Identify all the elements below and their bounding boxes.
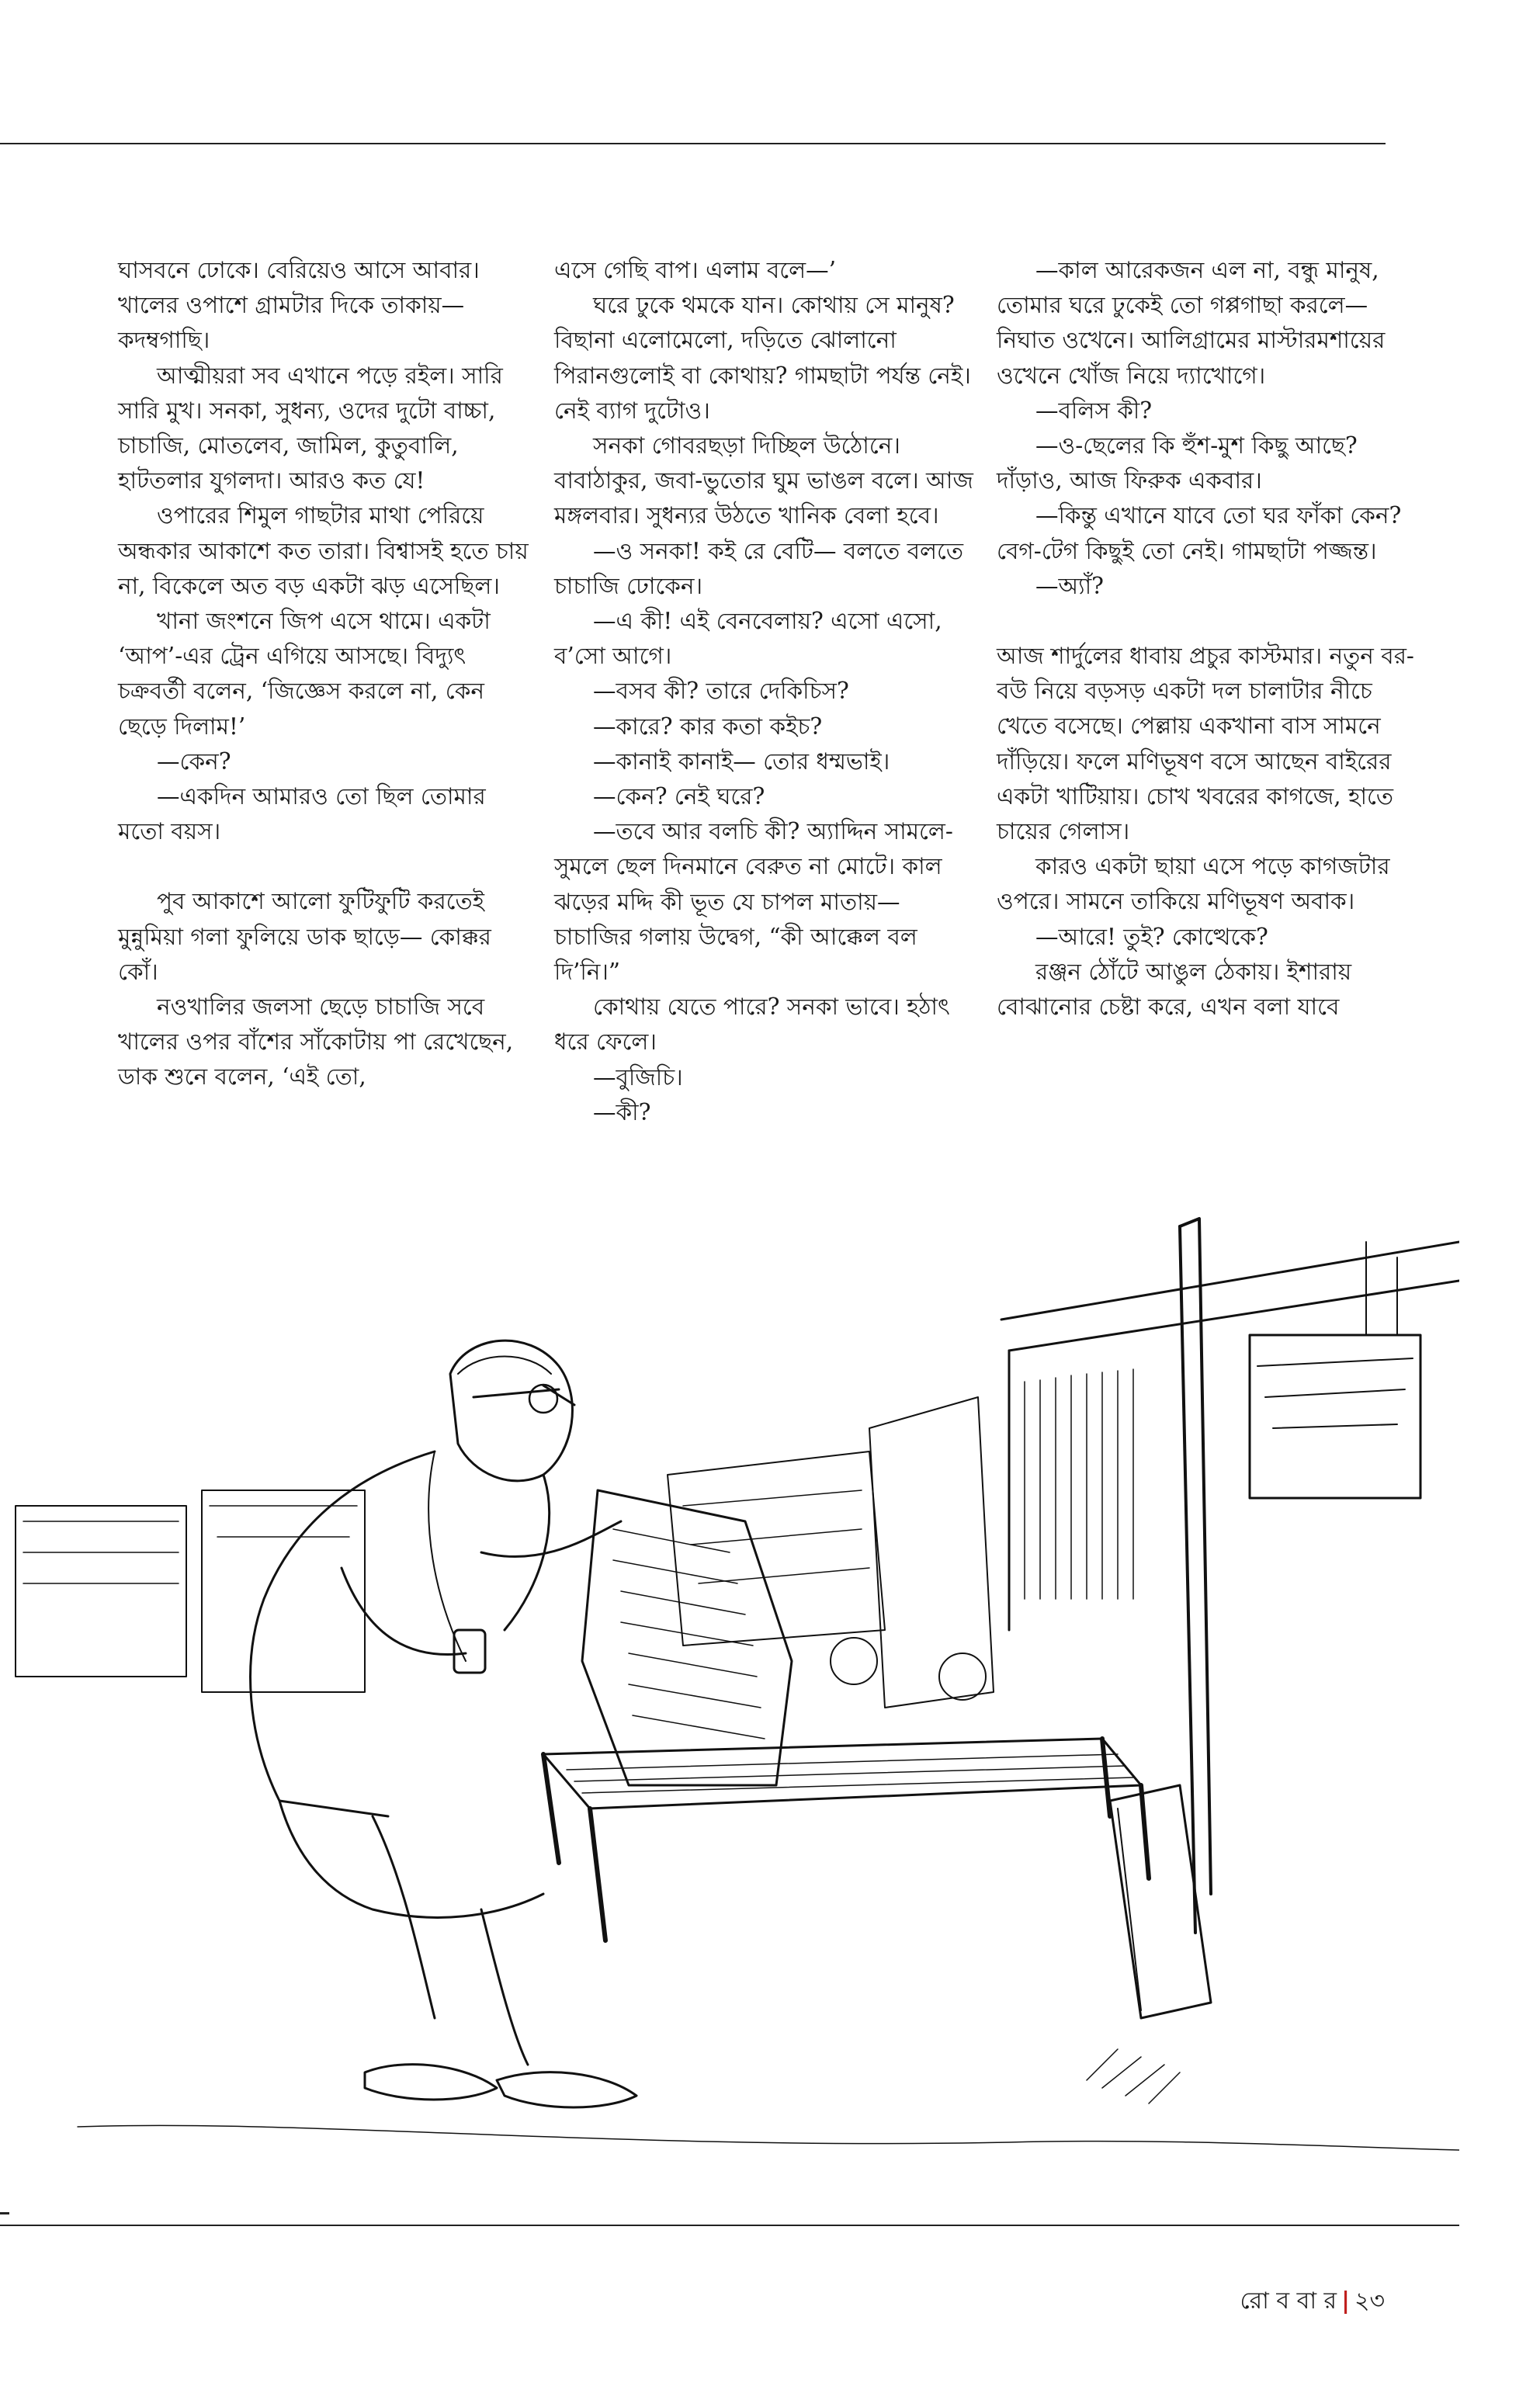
top-rule bbox=[0, 143, 1386, 144]
paragraph: —আরে! তুই? কোত্থেকে? bbox=[1035, 923, 1268, 950]
text-column-1 bbox=[118, 253, 537, 1095]
text-column-3 bbox=[997, 253, 1416, 1025]
paragraph: নওখালির জলসা ছেড়ে চাচাজি সবে খালের ওপর বাঁশের সাঁকোটায় পা রেখেছেন, ডাক শুনে বলেন, ‘এই তো, bbox=[118, 994, 514, 1091]
paragraph: —কেন? নেই ঘরে? bbox=[593, 783, 765, 810]
paragraph: —বসব কী? তারে দেকিচিস? bbox=[593, 678, 849, 705]
paragraph: পুব আকাশে আলো ফুটিফুটি করতেই মুন্নুমিয়া গলা ফুলিয়ে ডাক ছাড়ে— কোক্কর কোঁ। bbox=[118, 888, 491, 985]
paragraph: —অ্যাঁ? bbox=[1035, 572, 1104, 599]
text-column-2 bbox=[554, 253, 973, 1130]
paragraph: —কেন? bbox=[157, 747, 231, 775]
paragraph: ঘাসবনে ঢোকে। বেরিয়েও আসে আবার। খালের ওপাশে গ্রামটার দিকে তাকায়— কদম্বগাছি। bbox=[118, 257, 480, 354]
paragraph: আত্মীয়রা সব এখানে পড়ে রইল। সারি সারি মুখ। সনকা, সুধন্য, ওদের দুটো বাচ্চা, চাচাজি, মোতলেব, জামিল, কুতুবালি, হাটতলার যুগলদা। আরও কত যে! bbox=[118, 362, 503, 494]
paragraph: —ও-ছেলের কি হুঁশ-মুশ কিছু আছে? দাঁড়াও, আজ ফিরুক একবার। bbox=[997, 432, 1358, 494]
magazine-name: রো ব বা র bbox=[1240, 2287, 1337, 2315]
paragraph: —কী? bbox=[593, 1098, 651, 1125]
paragraph: কারও একটা ছায়া এসে পড়ে কাগজটার ওপরে। সামনে তাকিয়ে মণিভূষণ অবাক। bbox=[997, 853, 1390, 915]
paragraph: —ও সনকা! কই রে বেটি— বলতে বলতে চাচাজি ঢোকেন। bbox=[554, 537, 963, 599]
paragraph: —একদিন আমারও তো ছিল তোমার মতো বয়স। bbox=[118, 783, 486, 845]
illustration-man-reading-newspaper bbox=[0, 1195, 1459, 2208]
bottom-rule-tick bbox=[0, 2212, 9, 2214]
paragraph: রঞ্জন ঠোঁটে আঙুল ঠেকায়। ইশারায় বোঝানোর চেষ্টা করে, এখন বলা যাবে bbox=[997, 958, 1352, 1021]
paragraph: —বলিস কী? bbox=[1035, 397, 1153, 424]
page-footer bbox=[1240, 2282, 1385, 2322]
paragraph: —কানাই কানাই— তোর ধম্মভাই। bbox=[593, 747, 890, 775]
paragraph: সনকা গোবরছড়া দিচ্ছিল উঠোনে। বাবাঠাকুর, জবা-ভুতোর ঘুম ভাঙল বলে। আজ মঙ্গলবার। সুধন্যর উঠতে খানিক বেলা হবে। bbox=[554, 432, 973, 529]
paragraph: —এ কী! এই বেনবেলায়? এসো এসো, ব’সো আগে। bbox=[554, 608, 942, 670]
paragraph: কোথায় যেতে পারে? সনকা ভাবে। হঠাৎ ধরে ফেলে। bbox=[554, 994, 950, 1056]
paragraph: —তবে আর বলচি কী? অ্যাদ্দিন সামলে-সুমলে ছেল দিনমানে বেরুত না মোটে। কাল ঝড়ের মদ্দি কী ভূত যে চাপল মাতায়— চাচাজির গলায় উদ্বেগ, “কী আক্কেল বল দি’নি।” bbox=[554, 818, 953, 986]
page-number: ২৩ bbox=[1354, 2287, 1385, 2315]
paragraph: খানা জংশনে জিপ এসে থামে। একটা ‘আপ’-এর ট্রেন এগিয়ে আসছে। বিদ্যুৎ চক্রবর্তী বলেন, ‘জিজ্ঞেস করলে না, কেন ছেড়ে দিলাম!’ bbox=[118, 608, 491, 740]
paragraph: ওপারের শিমুল গাছটার মাথা পেরিয়ে অন্ধকার আকাশে কত তারা। বিশ্বাসই হতে চায় না, বিকেলে অত বড় একটা ঝড় এসেছিল। bbox=[118, 502, 529, 599]
paragraph: —কিন্তু এখানে যাবে তো ঘর ফাঁকা কেন? বেগ-টেগ কিছুই তো নেই। গামছাটা পজ্জন্ত। bbox=[997, 502, 1402, 564]
paragraph: আজ শার্দুলের ধাবায় প্রচুর কাস্টমার। নতুন বর-বউ নিয়ে বড়সড় একটা দল চালাটার নীচে খেতে বসেছে। পেল্লায় একখানা বাস সামনে দাঁড়িয়ে। ফলে মণিভূষণ বসে আছেন বাইরের একটা খাটিয়ায়। চোখ খবরের কাগজে, হাতে চায়ের গেলাস। bbox=[997, 643, 1414, 845]
footer-separator: | bbox=[1341, 2287, 1350, 2315]
paragraph: এসে গেছি বাপ। এলাম বলে—’ bbox=[554, 257, 836, 283]
paragraph: —বুজিচি। bbox=[593, 1063, 683, 1091]
bottom-rule bbox=[0, 2225, 1459, 2226]
paragraph: —কাল আরেকজন এল না, বন্ধু মানুষ, তোমার ঘরে ঢুকেই তো গপ্পগাছা করলে— নিঘাত ওখেনে। আলিগ্রামের মাস্টারমশায়ের ওখেনে খোঁজ নিয়ে দ্যাখোগে। bbox=[997, 257, 1386, 389]
paragraph: ঘরে ঢুকে থমকে যান। কোথায় সে মানুষ? বিছানা এলোমেলো, দড়িতে ঝোলানো পিরানগুলোই বা কোথায়? গামছাটা পর্যন্ত নেই। নেই ব্যাগ দুটোও। bbox=[554, 292, 971, 424]
paragraph: —কারে? কার কতা কইচ? bbox=[593, 713, 823, 740]
